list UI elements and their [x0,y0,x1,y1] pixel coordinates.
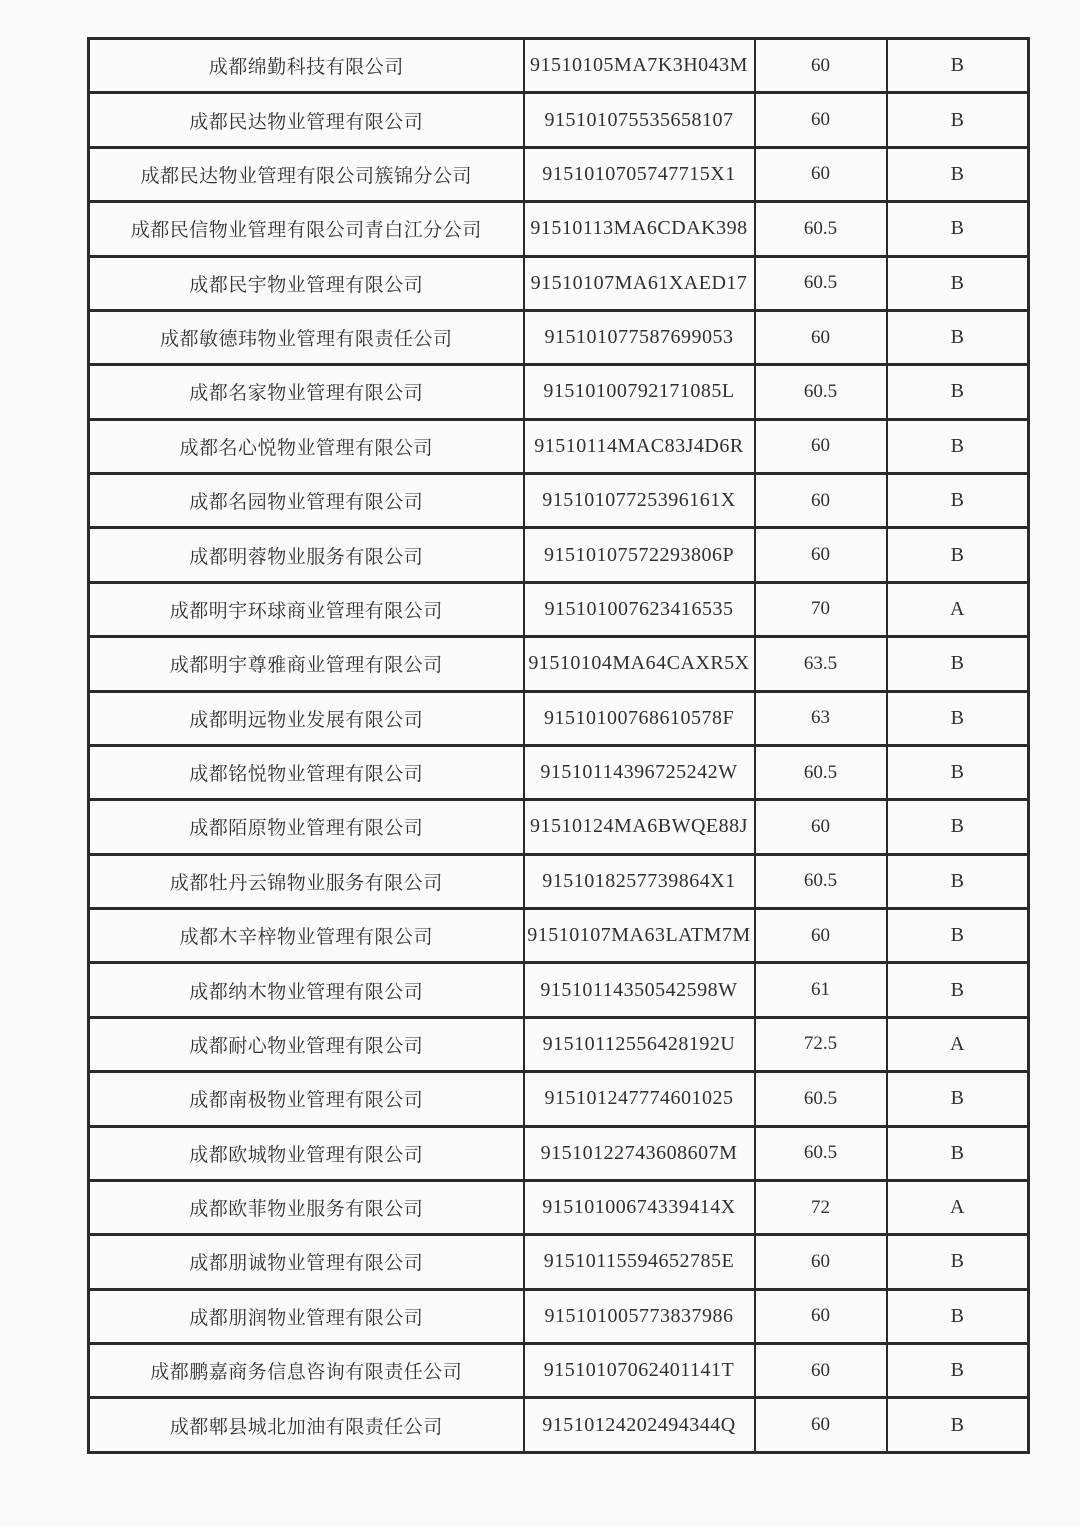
credit-code-cell: 91510113MA6CDAK398 [524,202,755,256]
score-cell: 60.5 [755,256,887,310]
grade-cell: B [887,93,1029,147]
table-row [89,1072,1029,1126]
score-cell: 60 [755,93,887,147]
credit-code-cell: 91510114MAC83J4D6R [524,419,755,473]
table-row [89,1344,1029,1398]
credit-code-cell: 915101247774601025 [524,1072,755,1126]
score-cell: 60.5 [755,745,887,799]
credit-code-cell: 91510100768610578F [524,691,755,745]
table-row [89,147,1029,201]
credit-code-cell: 91510104MA64CAXR5X [524,637,755,691]
company-name-cell: 成都民信物业管理有限公司青白江分公司 [89,202,524,256]
company-name-cell: 成都民宇物业管理有限公司 [89,256,524,310]
credit-code-cell: 915101075535658107 [524,93,755,147]
grade-cell: B [887,256,1029,310]
score-cell: 70 [755,582,887,636]
company-name-cell: 成都木辛梓物业管理有限公司 [89,909,524,963]
company-name-cell: 成都明蓉物业服务有限公司 [89,528,524,582]
score-cell: 60 [755,528,887,582]
credit-code-cell: 915101007623416535 [524,582,755,636]
score-cell: 60 [755,1398,887,1453]
company-name-cell: 成都民达物业管理有限公司簇锦分公司 [89,147,524,201]
table-row [89,1235,1029,1289]
credit-code-cell: 9151010705747715X1 [524,147,755,201]
score-cell: 60 [755,310,887,364]
grade-cell: A [887,1017,1029,1071]
score-cell: 60 [755,419,887,473]
company-name-cell: 成都明宇环球商业管理有限公司 [89,582,524,636]
score-cell: 60.5 [755,854,887,908]
company-name-cell: 成都朋润物业管理有限公司 [89,1289,524,1343]
company-name-cell: 成都耐心物业管理有限公司 [89,1017,524,1071]
credit-code-cell: 91510114350542598W [524,963,755,1017]
table-row [89,419,1029,473]
company-name-cell: 成都鹏嘉商务信息咨询有限责任公司 [89,1344,524,1398]
credit-code-cell: 91510107MA61XAED17 [524,256,755,310]
table-row [89,93,1029,147]
company-table-body [89,39,1029,1453]
table-row [89,256,1029,310]
table-row [89,528,1029,582]
table-row [89,1180,1029,1234]
table-row [89,1126,1029,1180]
company-name-cell: 成都牡丹云锦物业服务有限公司 [89,854,524,908]
score-cell: 60.5 [755,1072,887,1126]
grade-cell: B [887,909,1029,963]
grade-cell: B [887,528,1029,582]
credit-code-cell: 915101005773837986 [524,1289,755,1343]
score-cell: 60 [755,1289,887,1343]
grade-cell: A [887,582,1029,636]
table-row [89,474,1029,528]
company-name-cell: 成都明远物业发展有限公司 [89,691,524,745]
score-cell: 60 [755,800,887,854]
credit-code-cell: 91510107062401141T [524,1344,755,1398]
grade-cell: B [887,637,1029,691]
credit-code-cell: 91510114396725242W [524,745,755,799]
grade-cell: B [887,691,1029,745]
grade-cell: B [887,1398,1029,1453]
credit-code-cell: 91510107572293806P [524,528,755,582]
table-row [89,582,1029,636]
grade-cell: B [887,800,1029,854]
score-cell: 63 [755,691,887,745]
table-row [89,800,1029,854]
grade-cell: B [887,854,1029,908]
credit-code-cell: 91510112556428192U [524,1017,755,1071]
company-name-cell: 成都敏德玮物业管理有限责任公司 [89,310,524,364]
company-name-cell: 成都名园物业管理有限公司 [89,474,524,528]
company-name-cell: 成都名家物业管理有限公司 [89,365,524,419]
company-name-cell: 成都明宇尊雅商业管理有限公司 [89,637,524,691]
table-row [89,202,1029,256]
table-row [89,637,1029,691]
credit-code-cell: 91510124MA6BWQE88J [524,800,755,854]
score-cell: 60.5 [755,365,887,419]
company-name-cell: 成都欧菲物业服务有限公司 [89,1180,524,1234]
grade-cell: B [887,1344,1029,1398]
score-cell: 60 [755,39,887,93]
company-name-cell: 成都南极物业管理有限公司 [89,1072,524,1126]
company-name-cell: 成都名心悦物业管理有限公司 [89,419,524,473]
score-cell: 60 [755,1235,887,1289]
grade-cell: B [887,147,1029,201]
table-row [89,365,1029,419]
grade-cell: B [887,310,1029,364]
grade-cell: B [887,1126,1029,1180]
grade-cell: B [887,1289,1029,1343]
credit-code-cell: 91510115594652785E [524,1235,755,1289]
company-name-cell: 成都郫县城北加油有限责任公司 [89,1398,524,1453]
credit-code-cell: 915101077587699053 [524,310,755,364]
grade-cell: B [887,1072,1029,1126]
grade-cell: A [887,1180,1029,1234]
grade-cell: B [887,474,1029,528]
score-cell: 72 [755,1180,887,1234]
credit-code-cell: 9151018257739864X1 [524,854,755,908]
score-cell: 60.5 [755,1126,887,1180]
table-row [89,310,1029,364]
grade-cell: B [887,39,1029,93]
company-name-cell: 成都绵勤科技有限公司 [89,39,524,93]
credit-code-cell: 91510122743608607M [524,1126,755,1180]
table-row [89,1289,1029,1343]
score-cell: 60.5 [755,202,887,256]
credit-code-cell: 91510107725396161X [524,474,755,528]
score-cell: 61 [755,963,887,1017]
score-cell: 60 [755,147,887,201]
credit-code-cell: 91510107MA63LATM7M [524,909,755,963]
table-row [89,1398,1029,1453]
company-name-cell: 成都朋诚物业管理有限公司 [89,1235,524,1289]
score-cell: 72.5 [755,1017,887,1071]
table-row [89,691,1029,745]
grade-cell: B [887,419,1029,473]
score-cell: 63.5 [755,637,887,691]
grade-cell: B [887,963,1029,1017]
credit-code-cell: 91510100674339414X [524,1180,755,1234]
credit-code-cell: 91510105MA7K3H043M [524,39,755,93]
company-name-cell: 成都陌原物业管理有限公司 [89,800,524,854]
table-row [89,854,1029,908]
table-row [89,39,1029,93]
table-row [89,963,1029,1017]
table-row [89,909,1029,963]
grade-cell: B [887,1235,1029,1289]
company-rating-table [87,37,1030,1454]
score-cell: 60 [755,474,887,528]
grade-cell: B [887,365,1029,419]
score-cell: 60 [755,1344,887,1398]
score-cell: 60 [755,909,887,963]
company-name-cell: 成都欧城物业管理有限公司 [89,1126,524,1180]
grade-cell: B [887,745,1029,799]
table-row [89,745,1029,799]
company-name-cell: 成都民达物业管理有限公司 [89,93,524,147]
credit-code-cell: 91510124202494344Q [524,1398,755,1453]
company-name-cell: 成都铭悦物业管理有限公司 [89,745,524,799]
credit-code-cell: 91510100792171085L [524,365,755,419]
grade-cell: B [887,202,1029,256]
table-row [89,1017,1029,1071]
company-name-cell: 成都纳木物业管理有限公司 [89,963,524,1017]
